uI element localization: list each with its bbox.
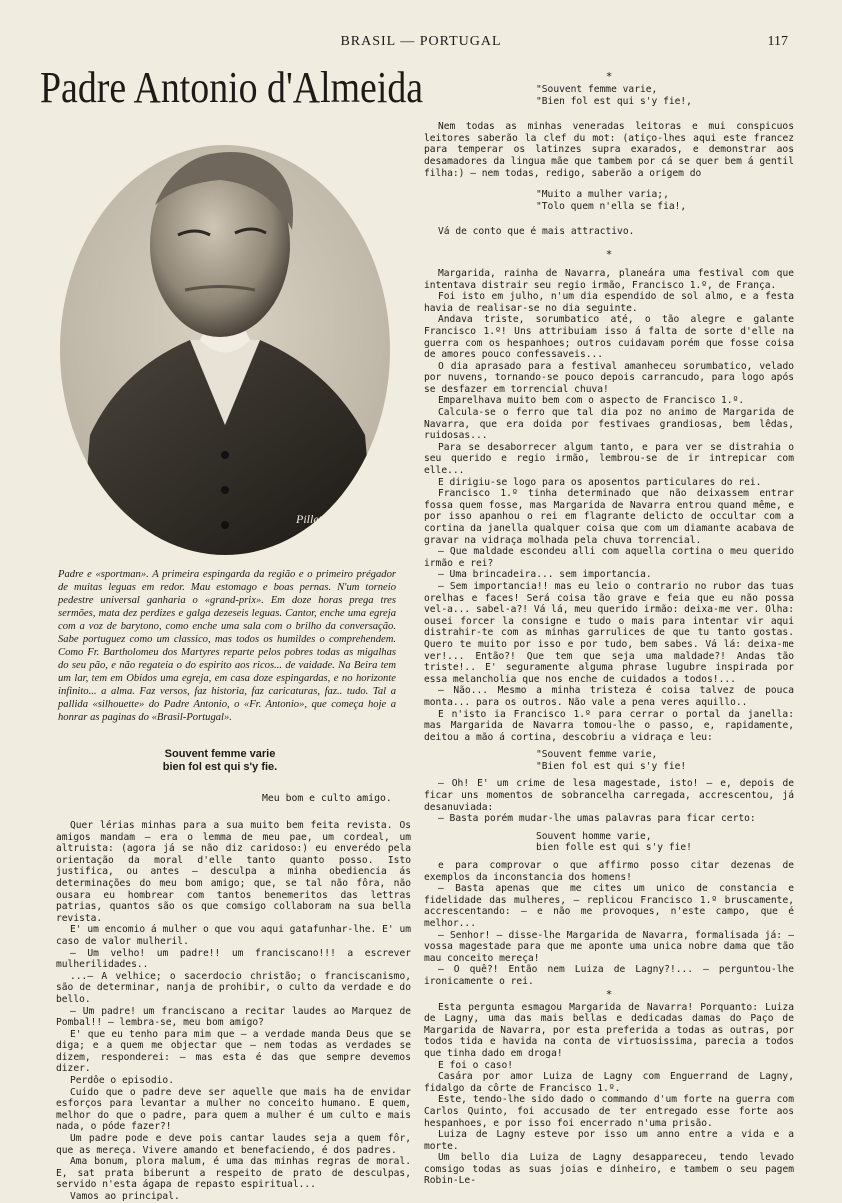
page-number: 117 — [767, 34, 788, 49]
story-paragraph: Francisco 1.º tinha determinado que não deixassem entrar fossa quem fosse, mas Margarida de Navarra entrou quand même, e por isso apanhou o rei em flagrante delicto de occultar com a cortina da janella qualquer coisa que com um diamante acabava de gravar na vidraça molhada pela chuva torrencial. — [424, 488, 794, 546]
story-paragraph: — Que maldade escondeu alli com aquella cortina o meu querido irmão e rei? — [424, 546, 794, 569]
section-star: * — [605, 987, 613, 1001]
story-paragraph: Para se desaborrecer algum tanto, e para ver se distrahia o seu querido e regio irmão, lembrou-se de ir intrepicar com elle... — [424, 441, 794, 477]
running-head: BRASIL — PORTUGAL — [340, 34, 502, 49]
story-paragraph: — Basta apenas que me cites um unico de constancia e fidelidade das mulheres, — replicou Francisco 1.º bruscamente, accrescentando: — e não me provoques, n'este campo, que é melhor... — [424, 883, 794, 929]
letter-body — [56, 820, 411, 1203]
story-paragraph: — Não... Mesmo a minha tristeza é coisa talvez de pouca monta... para os outros. Não vale a pena veres aquillo.. — [424, 685, 794, 708]
story-paragraph: O dia aprasado para a festival amanheceu sorumbatico, velado por nuvens, tornando-se pouco depois carrancudo, para logo após se desfazer em torrencial chuva! — [424, 360, 794, 395]
story-paragraph: E dirigiu-se logo para os aposentos particulares do rei. — [438, 476, 762, 488]
letter-paragraph: Perdôe o episodio. — [70, 1075, 174, 1087]
story-paragraph: Margarida, rainha de Navarra, planeára uma festival com que intentava distrair seu regio irmão, Francisco 1.º, de França. — [424, 267, 794, 291]
letter-heading-line-1: Souvent femme varie — [164, 748, 276, 760]
corrected-verse — [424, 831, 794, 854]
story-paragraph: Um bello dia Luiza de Lagny desappareceu, tendo levado comsigo todas as suas joias e dinheiro, e tambem o seu pagem Robin-Le- — [424, 1152, 794, 1187]
portrait-signature: Pillet — [296, 512, 322, 526]
story-body — [424, 70, 794, 1187]
story-paragraph: E n'isto ia Francisco 1.º para cerrar o portal da janella: mas Margarida de Navarra tomou-lhe o passo, e, rapidamente, deitou a mão á cortina, descobriu a vidraça e leu: — [424, 708, 794, 743]
verse-line: bien folle est qui s'y fie! — [536, 842, 692, 854]
story-paragraph: Casára por amor Luiza de Lagny com Enguerrand de Lagny, fidalgo da côrte de Francisco 1.º. — [424, 1071, 794, 1094]
story-paragraph: Esta pergunta esmagou Margarida de Navarra! Porquanto: Luiza de Lagny, uma das mais bellas e dedicadas damas do Paço de Margarida de Navarra, por esta preferida a todas as outras, por todos tida e havida na conta de virtuosissima, parecia a todos que tinha dado em droga! — [424, 1001, 794, 1059]
letter-paragraph: ...— A velhice; o sacerdocio christão; o franciscanismo, são de determinar, nanja de prohibir, o culto da verdade e do bello. — [56, 970, 411, 1005]
letter-paragraph: Quer lérias minhas para a sua muito bem feita revista. Os amigos mandam — era o lemma de meu pae, um cordeal, um altruista: (agora já se não diz caridoso:) eu enverédo pela orientação da moral d'elle tanto quanto posso. Isto justifica, ou antes — desculpa a minha obediencia ás determinações do meu bom amigo; que, se tal não fôra, não ousara eu hombrear com tantos benemeritos das lettras patrias, quantos são os que comsigo collaboram na sua bella revista. — [56, 820, 411, 924]
story-paragraph: Foi isto em julho, n'um dia espendido de sol almo, e a festa havia de realisar-se no dia seguinte. — [424, 291, 794, 314]
letter-paragraph: — Um velho! um padre!! um franciscano!!! a escrever mulherilidades.. — [56, 947, 411, 971]
section-star: * — [605, 247, 613, 261]
story-paragraph: Andava triste, sorumbatico até, o tão alegre e galante Francisco 1.º! Uns attribuiam isso á falta de sorte d'elle na guerra com os hespanhoes; outros cuidavam porém que fosse coisa de amores pouco confessaveis... — [424, 314, 794, 361]
letter-paragraph: E' que eu tenho para mim que — a verdade manda Deus que se diga; e a quem me objectar que — nem todas as verdades se dizem, responderei: — mas esta é das que sempre devemos dizer. — [56, 1028, 411, 1075]
verse-line: "Tolo quem n'ella se fia!, — [536, 200, 687, 212]
article-title: Padre Antonio d'Almeida — [40, 63, 424, 112]
story-paragraph: — O quê?! Então nem Luiza de Lagny?!... — perguntou-lhe ironicamente o rei. — [424, 964, 794, 987]
letter-heading-line-2: bien fol est qui s'y fie. — [162, 761, 278, 773]
epigraph-verse-portuguese — [424, 189, 794, 212]
story-paragraph: — Oh! E' um crime de lesa magestade, isto! — e, depois de ficar uns momentos de sobrancelha carregada, accrescentou, já desanuviada: — [424, 778, 794, 813]
letter-paragraph: Ama bonum, plora malum, é uma das minhas regras de moral. E, sat prata biberunt a respeito de prato de desculpas, servido n'esta ágapa de repasto espiritual... — [56, 1156, 411, 1191]
epigraph-verse — [424, 84, 794, 107]
story-paragraph: — Sem importancia!! mas eu leio o contrario no rubor das tuas orelhas e faces! Será coisa tão grave e feia que eu não possa vel-a... sabel-a?! Vá lá, meu querido irmão: deixa-me ver. Olha: ousei forcer la consigne e tudo o mais para intentar vir aqui distrahir-te com as minhas garrulices de que tu tanto gostas. Quero te muito por isso e por tudo, bem sabes. Vá lá: deixa-me ver!... Então?! Que tem que seja uma maldade?! Andas tão triste!.. E' seguramente alguma phrase lugubre inspirada por essa melancholia que nos enche de cuidados a todos!... — [424, 580, 794, 685]
verse-line: "Muito a mulher varia;, — [536, 189, 669, 201]
story-paragraph: Luiza de Lagny esteve por isso um anno entre a vida e a morte. — [424, 1129, 794, 1152]
story-paragraph: E foi o caso! — [438, 1059, 514, 1071]
letter-paragraph: Um padre pode e deve pois cantar laudes seja a quem fôr, que as mereça. Vivere amando et benefaciendo, é dos padres. — [56, 1133, 411, 1156]
letter-paragraph: E' um encomio á mulher o que vou aqui gatafunhar-lhe. E' um caso de valor mulheril. — [56, 924, 411, 947]
section-star: * — [605, 70, 613, 83]
letter-paragraph: Cuido que o padre deve ser aquelle que mais ha de envidar esforços para levantar a mulher no conceito humano. E quem, melhor do que o padre, para quem a mulher é um culto e mais nada, o póde fazer?! — [56, 1086, 411, 1133]
letter-paragraph: — Um padre! um franciscano a recitar laudes ao Marquez de Pombal!! — lembra-se, meu bom amigo? — [56, 1005, 411, 1029]
story-paragraph: — Uma brincadeira... sem importancia. — [438, 569, 652, 581]
story-paragraph: Calcula-se o ferro que tal dia poz no animo de Margarida de Navarra, que era doida por festivaes grandiosas, bem lêdas, ruidosas... — [424, 407, 794, 442]
story-paragraph: Este, tendo-lhe sido dado o commando d'um forte na guerra com Carlos Quinto, foi accusado de ter entregado esse forte aos hespanhoes, e por isso foi encerrado n'uma prisão. — [424, 1094, 794, 1129]
letter-greeting: Meu bom e culto amigo. — [262, 793, 392, 804]
verse-line: "Bien fol est qui s'y fie!, — [536, 95, 692, 107]
portrait-photo — [60, 135, 390, 555]
verse-line: "Souvent femme varie, — [536, 749, 658, 761]
story-paragraph: Emparelhava muito bem com o aspecto de Francisco 1.º. — [438, 395, 745, 407]
window-verse — [424, 749, 794, 772]
portrait-caption: Padre e «sportman». A primeira espingarda da região e o primeiro prégador de muitas leguas em redor. Mau estomago e boas pernas. N'um torneio pedestre universal ganharia o «grand-prix». Em doze horas prega tres sermões, mata dez perdizes e galga dezeseis leguas. Cantor, enche uma egreja com a voz de barytono, como enche uma sala com o brilho da conversação. Sabe portuguez como um classico, mas todos os humildes o comprehendem. Como Fr. Bartholomeu dos Martyres reparte pelos pobres todas as migalhas do seu pão, e não regateia o do espirito aos ricos... de vaidade. Na Beira tem um lar, tem em Obidos uma egreja, em casa doze espingardas, e no horizonte infinito... a alma. Faz versos, faz historia, faz caricaturas, faz.. tudo. Tal a pallida «silhouette» do Padre Antonio, o «Fr. Antonio», que começa hoje a honrar as paginas do «Brasil-Portugal». — [58, 569, 396, 723]
story-paragraph: — Senhor! — disse-lhe Margarida de Navarra, formalisada já: — vossa magestade para que me aponte uma unica nobre dama que tão mau conceito mereça! — [424, 929, 794, 964]
letter-paragraph: Vamos ao principal. — [70, 1191, 180, 1202]
letter-heading — [100, 748, 340, 774]
story-paragraph: — Basta porém mudar-lhe umas palavras para ficar certo: — [438, 813, 756, 825]
story-paragraph: Nem todas as minhas veneradas leitoras e mui conspicuos leitores saberão la clef du mot: (atiço-lhes aqui este francez para temperar os latinzes supra exarados, e demonstrar aos desamadores da lingua mãe que tambem por cá se quer bem á gentil filha:) — nem todas, redigo, saberão a origem do — [424, 121, 794, 179]
verse-line: Souvent homme varie, — [536, 830, 652, 842]
story-paragraph: Vá de conto que é mais attractivo. — [438, 226, 635, 238]
story-paragraph: e para comprovar o que affirmo posso citar dezenas de exemplos da inconstancia dos homens! — [424, 860, 794, 883]
verse-line: "Souvent femme varie, — [536, 84, 658, 95]
verse-line: "Bien fol est qui s'y fie! — [536, 760, 687, 772]
